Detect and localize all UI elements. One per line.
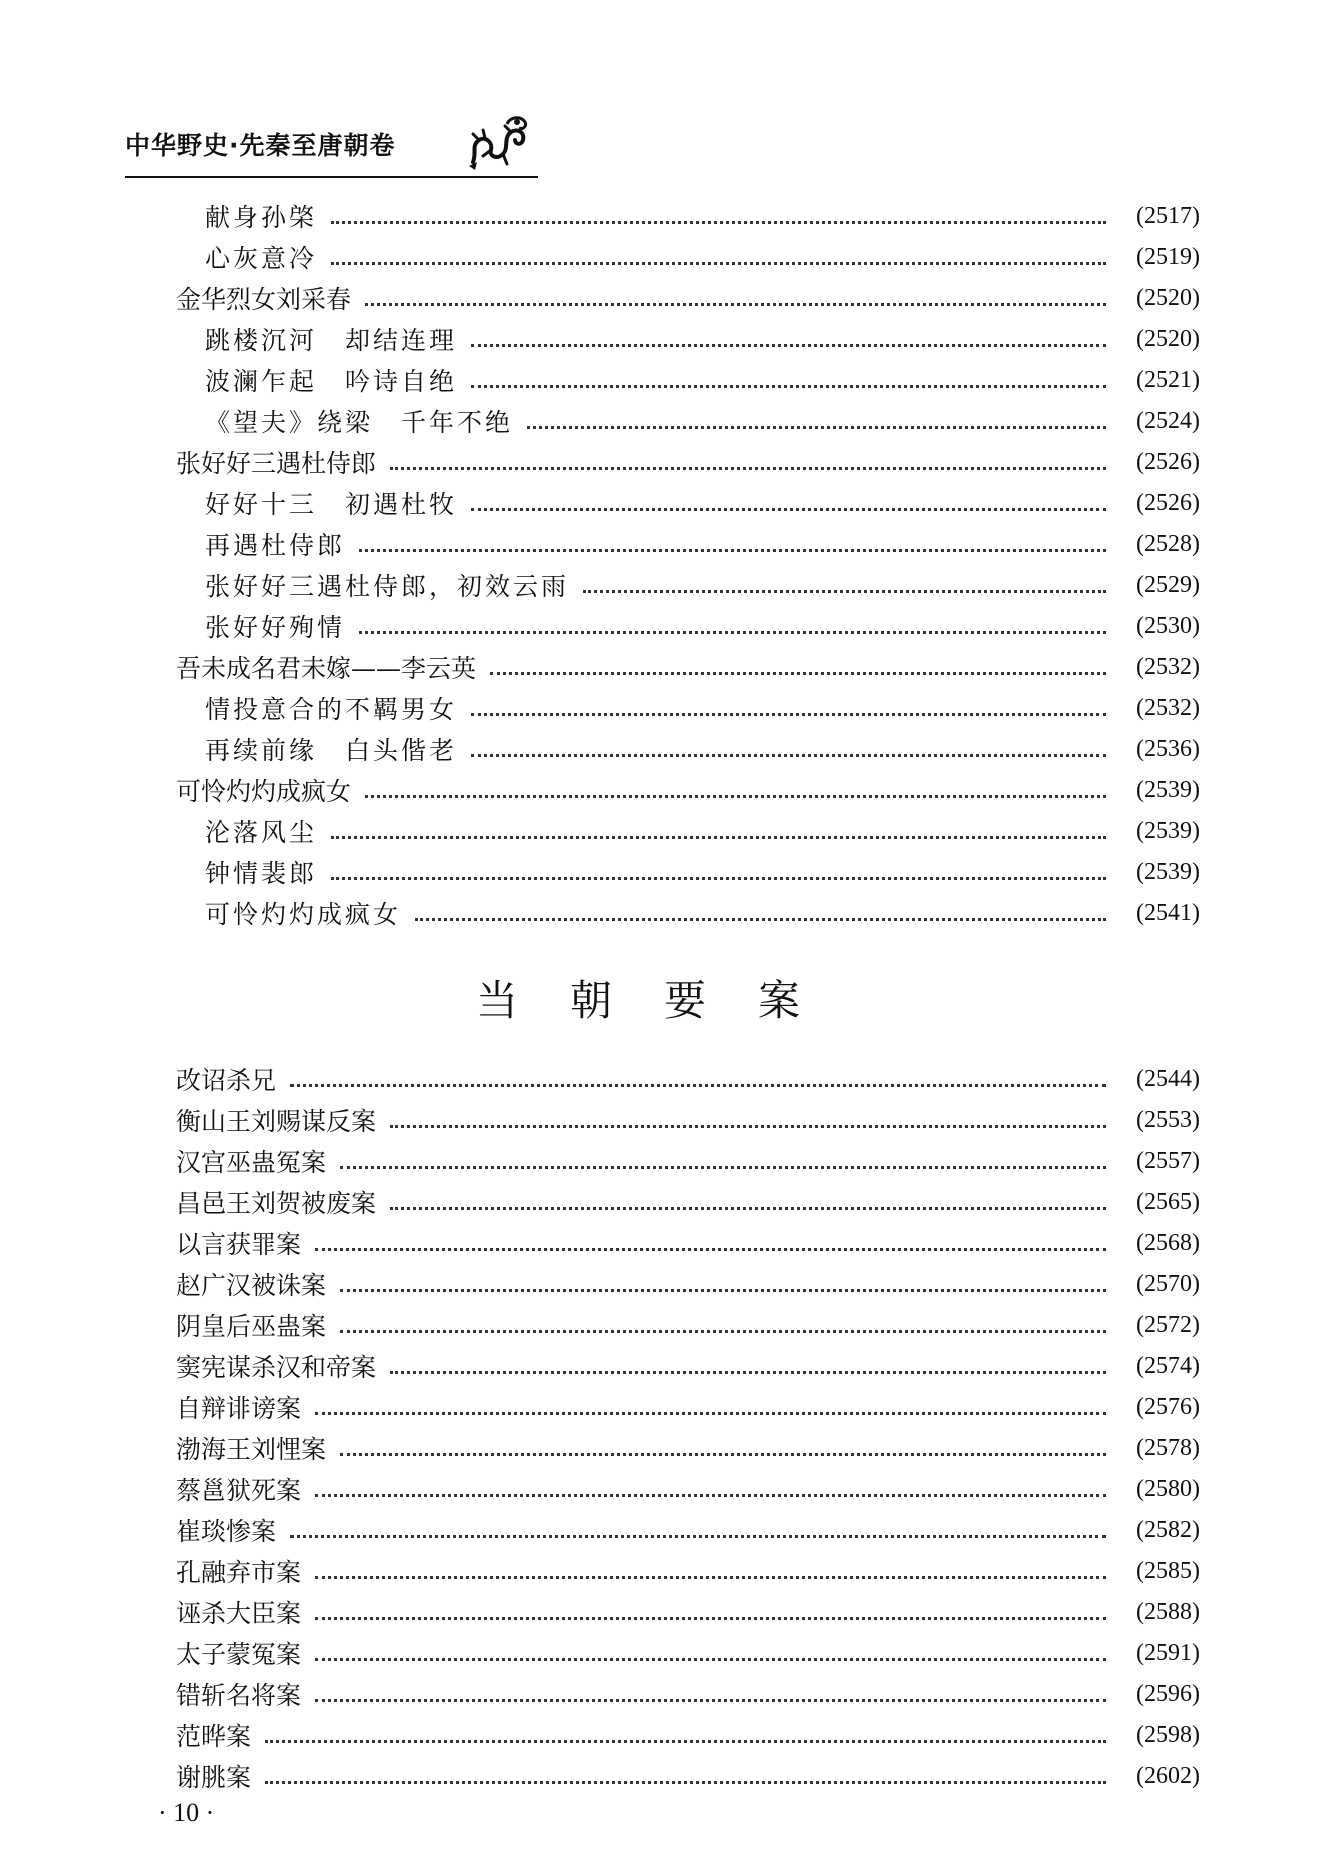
leader-dots	[390, 1125, 1106, 1128]
toc-entry-page: (2596)	[1136, 1680, 1200, 1707]
toc-entry-title: 张好好三遇杜侍郎，初效云雨	[205, 572, 570, 601]
leader-dots	[290, 1535, 1106, 1538]
toc-entry-title: 跳楼沉河 却结连理	[205, 326, 458, 355]
leader-dots	[315, 1494, 1106, 1497]
toc-entry-title: 谢朓案	[176, 1763, 252, 1792]
toc-entry	[176, 1758, 1200, 1794]
toc-entry-page: (2576)	[1136, 1393, 1200, 1420]
toc-entry-page: (2521)	[1136, 366, 1200, 393]
toc-entry-title: 可怜灼灼成疯女	[205, 900, 402, 929]
toc-entry-page: (2526)	[1136, 489, 1200, 516]
toc-entry-page: (2591)	[1136, 1639, 1200, 1666]
toc-entry-page: (2568)	[1136, 1229, 1200, 1256]
toc-entry-page: (2532)	[1136, 694, 1200, 721]
leader-dots	[331, 877, 1106, 880]
leader-dots	[471, 713, 1106, 716]
toc-entry-title: 渤海王刘悝案	[176, 1435, 327, 1464]
leader-dots	[583, 590, 1106, 593]
toc-entry-page: (2520)	[1136, 284, 1200, 311]
leader-dots	[290, 1084, 1106, 1087]
toc-entry-title: 蔡邕狱死案	[176, 1476, 302, 1505]
toc-entry-title: 衡山王刘赐谋反案	[176, 1107, 377, 1136]
toc-entry-page: (2588)	[1136, 1598, 1200, 1625]
toc-entry-title: 张好好三遇杜侍郎	[176, 449, 377, 478]
toc-entry-page: (2544)	[1136, 1065, 1200, 1092]
leader-dots	[265, 1740, 1106, 1743]
toc-entry-title: 窦宪谋杀汉和帝案	[176, 1353, 377, 1382]
toc-entry-page: (2530)	[1136, 612, 1200, 639]
toc-entry-title: 波澜乍起 吟诗自绝	[205, 367, 458, 396]
toc-entry	[176, 1348, 1200, 1384]
toc-entry-page: (2528)	[1136, 530, 1200, 557]
toc-entry	[205, 403, 1200, 439]
toc-entry	[205, 813, 1200, 849]
toc-entry-title: 可怜灼灼成疯女	[176, 777, 352, 806]
toc-entry-title: 范晔案	[176, 1722, 252, 1751]
leader-dots	[331, 262, 1106, 265]
toc-entry-title: 金华烈女刘采春	[176, 285, 352, 314]
leader-dots	[340, 1166, 1106, 1169]
toc-entry	[176, 1225, 1200, 1261]
toc-entry-page: (2585)	[1136, 1557, 1200, 1584]
toc-entry-title: 张好好殉情	[205, 613, 346, 642]
leader-dots	[390, 1371, 1106, 1374]
toc-entry-page: (2539)	[1136, 776, 1200, 803]
toc-entry-title: 钟情裴郎	[205, 859, 318, 888]
toc-entry	[176, 649, 1200, 685]
toc-entry-title: 孔融弃市案	[176, 1558, 302, 1587]
toc-entry	[205, 485, 1200, 521]
toc-entry-title: 以言获罪案	[176, 1230, 302, 1259]
toc-entry-title: 阴皇后巫蛊案	[176, 1312, 327, 1341]
toc-entry-page: (2572)	[1136, 1311, 1200, 1338]
toc-entry-title: 献身孙棨	[205, 203, 318, 232]
toc-entry-page: (2532)	[1136, 653, 1200, 680]
toc-entry-title: 崔琰惨案	[176, 1517, 277, 1546]
leader-dots	[265, 1781, 1106, 1784]
leader-dots	[365, 795, 1106, 798]
leader-dots	[471, 754, 1106, 757]
toc-entry-page: (2517)	[1136, 202, 1200, 229]
toc-entry-title: 好好十三 初遇杜牧	[205, 490, 458, 519]
toc-entry	[205, 731, 1200, 767]
toc-entry	[205, 362, 1200, 398]
toc-entry-title: 情投意合的不羁男女	[205, 695, 458, 724]
toc-entry-title: 再遇杜侍郎	[205, 531, 346, 560]
toc-entry	[176, 1594, 1200, 1630]
leader-dots	[315, 1248, 1106, 1251]
toc-entry	[205, 526, 1200, 562]
toc-entry	[176, 1143, 1200, 1179]
toc-entry-page: (2529)	[1136, 571, 1200, 598]
toc-entry	[205, 608, 1200, 644]
toc-entry	[176, 1717, 1200, 1753]
toc-entry	[205, 567, 1200, 603]
leader-dots	[331, 221, 1106, 224]
leader-dots	[471, 344, 1106, 347]
leader-dots	[315, 1699, 1106, 1702]
toc-entry-title: 太子蒙冤案	[176, 1640, 302, 1669]
leader-dots	[315, 1576, 1106, 1579]
toc-entry-title: 赵广汉被诛案	[176, 1271, 327, 1300]
toc-entry-page: (2578)	[1136, 1434, 1200, 1461]
toc-entry-title: 错斩名将案	[176, 1681, 302, 1710]
leader-dots	[331, 836, 1106, 839]
leader-dots	[490, 672, 1106, 675]
dragon-icon	[463, 112, 533, 172]
toc-entry	[176, 1389, 1200, 1425]
toc-entry	[176, 1553, 1200, 1589]
leader-dots	[471, 508, 1106, 511]
leader-dots	[315, 1412, 1106, 1415]
toc-entry	[176, 1307, 1200, 1343]
leader-dots	[340, 1330, 1106, 1333]
toc-entry-page: (2557)	[1136, 1147, 1200, 1174]
toc-entry	[176, 280, 1200, 316]
book-title: 中华野史·先秦至唐朝卷	[125, 131, 396, 160]
toc-entry	[176, 444, 1200, 480]
toc-entry	[176, 1266, 1200, 1302]
toc-entry	[176, 1102, 1200, 1138]
toc-entry-page: (2553)	[1136, 1106, 1200, 1133]
toc-entry-page: (2602)	[1136, 1762, 1200, 1789]
toc-entry-title: 诬杀大臣案	[176, 1599, 302, 1628]
toc-entry	[205, 321, 1200, 357]
leader-dots	[527, 426, 1106, 429]
leader-dots	[471, 385, 1106, 388]
section-heading: 当朝要案	[476, 976, 853, 1025]
toc-entry	[176, 1512, 1200, 1548]
toc-entry-title: 沦落风尘	[205, 818, 318, 847]
leader-dots	[359, 631, 1106, 634]
toc-entry-title: 吾未成名君未嫁——李云英	[176, 654, 477, 683]
leader-dots	[359, 549, 1106, 552]
leader-dots	[365, 303, 1106, 306]
toc-entry	[205, 198, 1200, 234]
running-header	[125, 104, 538, 178]
toc-entry-page: (2570)	[1136, 1270, 1200, 1297]
toc-entry-page: (2582)	[1136, 1516, 1200, 1543]
toc-entry-page: (2598)	[1136, 1721, 1200, 1748]
toc-entry	[176, 1676, 1200, 1712]
leader-dots	[415, 918, 1106, 921]
toc-entry-title: 心灰意冷	[205, 244, 318, 273]
toc-entry	[176, 1184, 1200, 1220]
toc-entry-page: (2526)	[1136, 448, 1200, 475]
toc-entry	[176, 1430, 1200, 1466]
leader-dots	[340, 1453, 1106, 1456]
toc-entry-page: (2574)	[1136, 1352, 1200, 1379]
toc-entry	[205, 854, 1200, 890]
leader-dots	[390, 1207, 1106, 1210]
leader-dots	[315, 1658, 1106, 1661]
toc-entry-page: (2541)	[1136, 899, 1200, 926]
leader-dots	[340, 1289, 1106, 1292]
toc-entry	[176, 1471, 1200, 1507]
toc-entry-page: (2520)	[1136, 325, 1200, 352]
toc-entry-page: (2539)	[1136, 858, 1200, 885]
page-number: · 10 ·	[158, 1798, 215, 1827]
toc-entry	[176, 1061, 1200, 1097]
toc-entry-page: (2539)	[1136, 817, 1200, 844]
toc-entry-title: 汉宫巫蛊冤案	[176, 1148, 327, 1177]
toc-entry-page: (2565)	[1136, 1188, 1200, 1215]
toc-entry-title: 改诏杀兄	[176, 1066, 277, 1095]
toc-entry-title: 再续前缘 白头偕老	[205, 736, 458, 765]
toc-entry	[176, 1635, 1200, 1671]
toc-entry-page: (2524)	[1136, 407, 1200, 434]
toc-entry	[205, 690, 1200, 726]
toc-entry-page: (2580)	[1136, 1475, 1200, 1502]
toc-entry-title: 昌邑王刘贺被废案	[176, 1189, 377, 1218]
toc-entry-title: 《望夫》绕梁 千年不绝	[205, 408, 514, 437]
toc-entry-title: 自辩诽谤案	[176, 1394, 302, 1423]
leader-dots	[390, 467, 1106, 470]
toc-entry-page: (2519)	[1136, 243, 1200, 270]
toc-entry	[205, 895, 1200, 931]
toc-entry	[176, 772, 1200, 808]
leader-dots	[315, 1617, 1106, 1620]
toc-entry	[205, 239, 1200, 275]
toc-entry-page: (2536)	[1136, 735, 1200, 762]
